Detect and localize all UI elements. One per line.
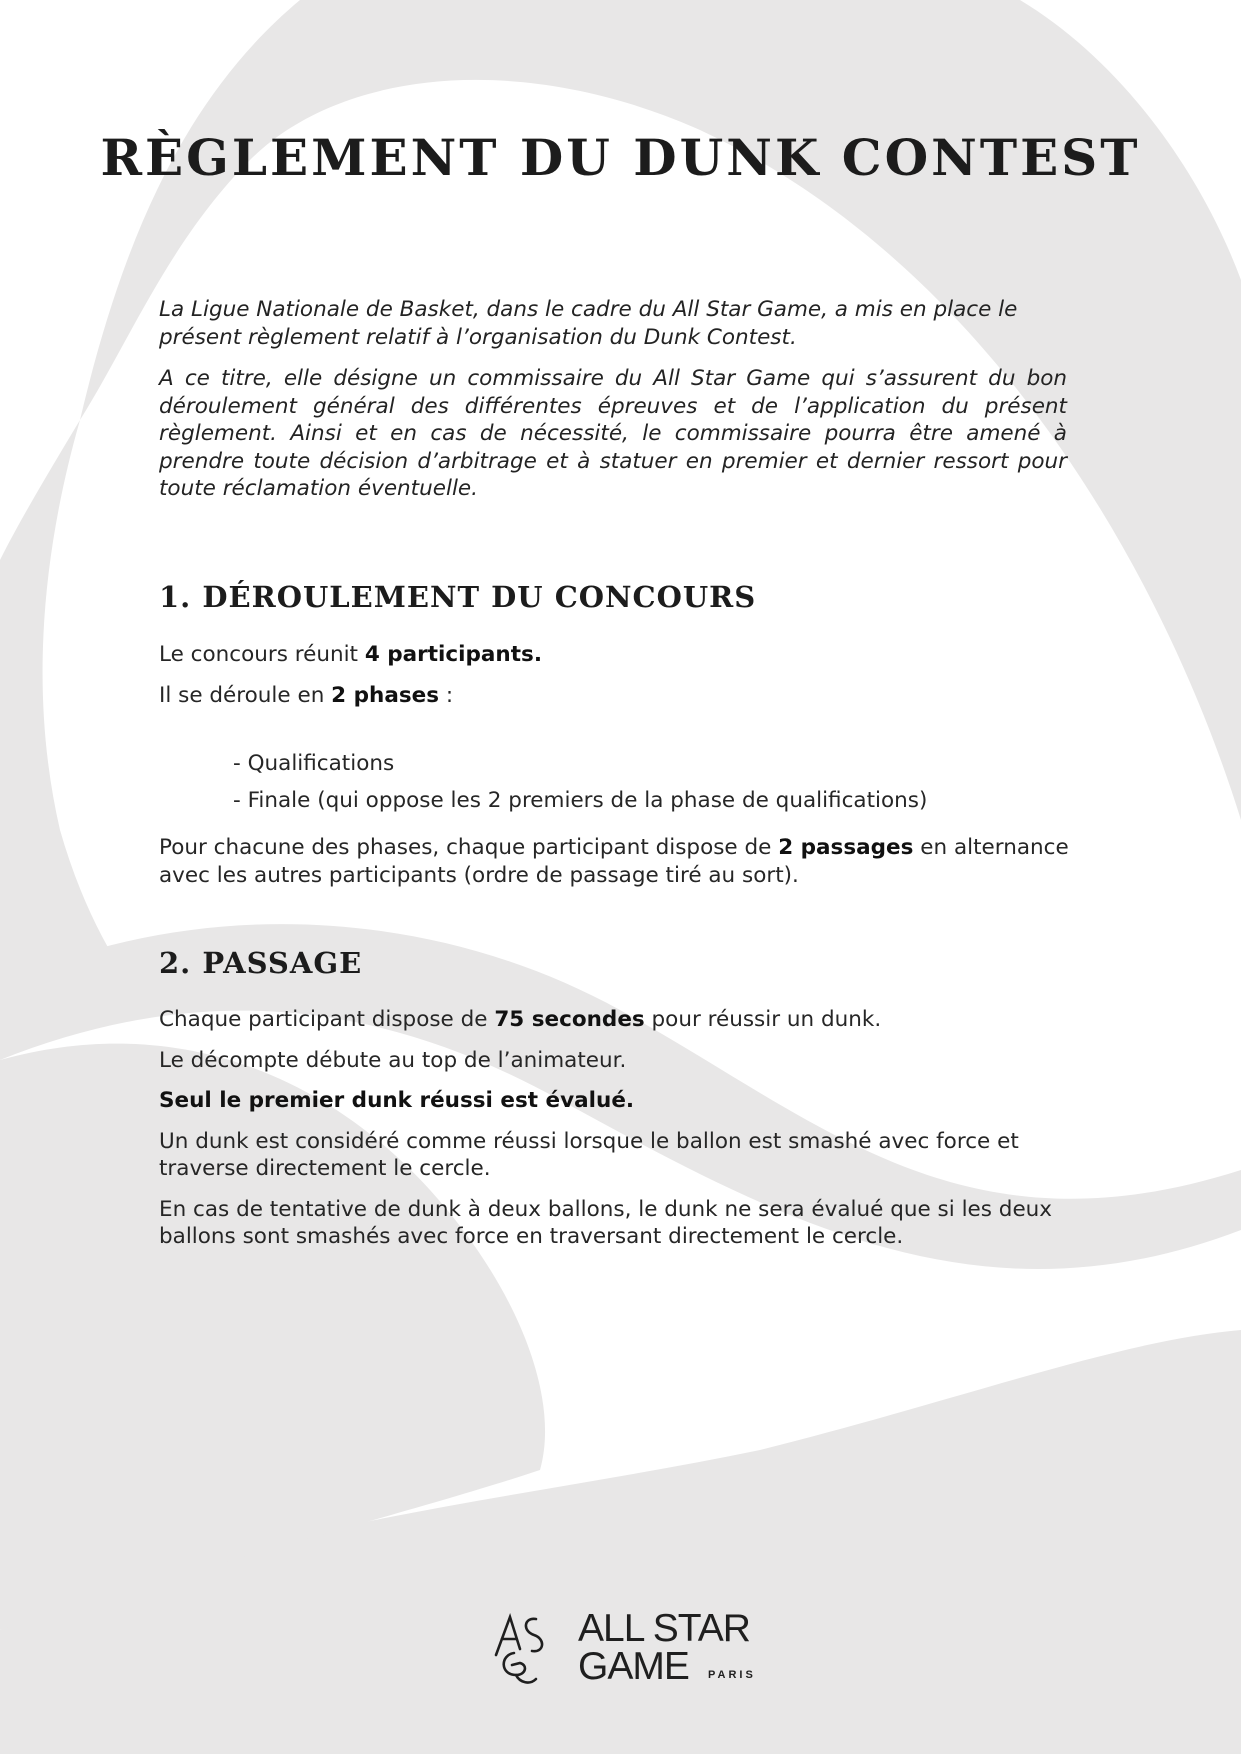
all-star-game-logo	[490, 1607, 770, 1687]
section-1-body	[159, 641, 1109, 902]
logo-game: GAME	[578, 1645, 689, 1688]
logo-paris: PARIS	[708, 1669, 756, 1681]
time-limit: 75 secondes	[494, 1007, 645, 1032]
page-title: RÈGLEMENT DU DUNK CONTEST	[100, 128, 1141, 187]
countdown-line: Le décompte débute au top de l’animateur.	[159, 1047, 627, 1073]
participants-line: Le concours réunit 4 participants.	[159, 642, 542, 667]
success-definition: Un dunk est considéré comme réussi lorsque le ballon est smashé avec force et traverse directement le cercle.	[159, 1128, 1019, 1181]
intro-paragraph-2: A ce titre, elle désigne un commissaire du All Star Game qui s’assurent du bon déroulement général des différentes épreuves et de l’application du présent règlement. Ainsi et en cas de nécessité, le commissaire pourra être amené à prendre toute décision d’arbitrage et à statuer en premier et dernier ressort pour toute réclamation éventuelle.	[159, 366, 1067, 501]
logo-all-star: ALL STAR	[578, 1607, 750, 1650]
intro-block	[159, 296, 1067, 517]
phases-line: Il se déroule en 2 phases :	[159, 682, 454, 708]
participants-count: 4 participants.	[364, 642, 542, 667]
section-2-body	[159, 1006, 1109, 1264]
phases-list	[233, 750, 1109, 814]
asg-monogram-icon	[490, 1609, 560, 1687]
section-2-title: 2. PASSAGE	[159, 946, 363, 980]
list-item: - Qualifications	[233, 751, 395, 776]
phases-count: 2 phases	[331, 682, 439, 708]
passages-line: Pour chacune des phases, chaque participant dispose de 2 passages en alternance avec les autres participants (ordre de passage tiré au sort).	[159, 835, 1069, 888]
list-item: - Finale (qui oppose les 2 premiers de la phase de qualifications)	[233, 787, 928, 813]
passages-count: 2 passages	[778, 835, 914, 860]
section-1-title: 1. DÉROULEMENT DU CONCOURS	[159, 580, 757, 614]
two-balls-rule: En cas de tentative de dunk à deux ballons, le dunk ne sera évalué que si les deux ballons sont smashés avec force en traversant directement le cercle.	[159, 1196, 1053, 1249]
intro-paragraph-1: La Ligue Nationale de Basket, dans le cadre du All Star Game, a mis en place le présent règlement relatif à l’organisation du Dunk Contest.	[159, 297, 1018, 350]
first-dunk-rule: Seul le premier dunk réussi est évalué.	[159, 1088, 635, 1113]
time-line: Chaque participant dispose de 75 secondes pour réussir un dunk.	[159, 1007, 882, 1032]
